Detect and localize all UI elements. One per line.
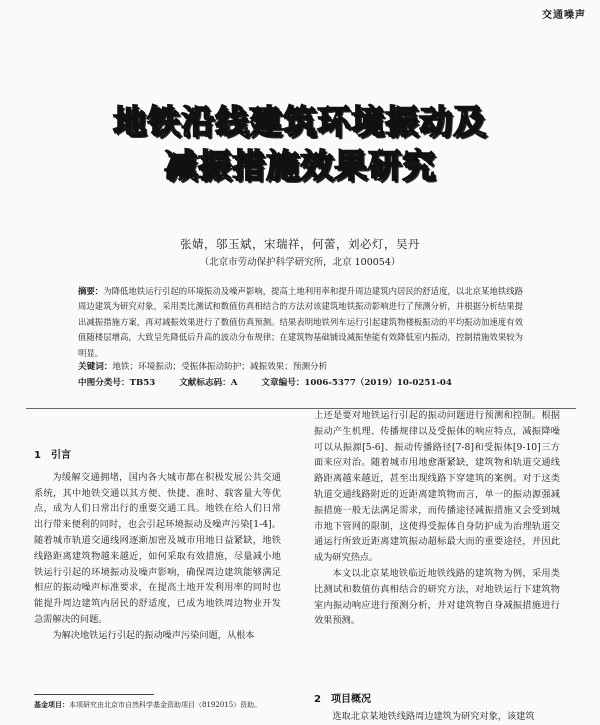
section-heading-project-overview: 2 项目概况 bbox=[314, 694, 371, 705]
intro-paragraph-2: 为解决地铁运行引起的振动噪声污染问题，从根本 bbox=[52, 629, 255, 641]
author-affiliation: （北京市劳动保护科学研究所，北京 100054） bbox=[199, 257, 401, 268]
intro-paragraph-continued: 上还是要对地铁运行引起的振动问题进行预测和控制。根据振动产生机理、传播规律以及受振体的响应特点，减振降噪可以从振源[5-6]、振动传播路径[7-8]和受振体[9-10]三方面来应对治。随着城市用地愈渐紧缺，建筑物和轨道交通线路距离越来越近，甚至出现线路下穿建筑的案例。对于这类轨道交通线路附近的近距离建筑物而言，单一的振动源强减振措施一般无法满足需求，而传播途径减振措施又会受到城市地下管网的限制，这使得受振体自身防护成为治理轨道交通运行所致近距离建筑振动超标最大而的重要途径，并因此成为研究热点。 bbox=[314, 410, 560, 564]
right-column bbox=[314, 408, 560, 629]
clc-number: 中图分类号：TB53 bbox=[78, 378, 156, 388]
abstract bbox=[78, 284, 523, 361]
paper-title-line-2: 减振措施效果研究 bbox=[164, 146, 436, 185]
keywords bbox=[78, 360, 523, 372]
keywords-text: 地铁；环境振动；受振体振动防护；减振效果；预测分析 bbox=[112, 362, 328, 372]
journal-section-label: 交通噪声 bbox=[542, 10, 586, 21]
funding-footnote bbox=[34, 700, 294, 710]
abstract-text: 为降低地铁运行引起的环境振动及噪声影响，提高土地利用率和提升周边建筑内居民的舒适度，以北京某地铁线路周边建筑为研究对象，采用类比测试和数值仿真相结合的方法对该建筑地铁振动影响进行了预测分析，并根据分析结果提出减振措施方案，再对减振效果进行了数值仿真预测。结果表明地铁列车运行引起建筑物楼板振动的平均振动加速度有效值随楼层增高，大致呈先降低后升高的波动分布规律；在建筑物基础铺设减振垫能有效降低室内振动，控制措施效果较为明显。 bbox=[78, 286, 524, 358]
keywords-label: 关键词： bbox=[78, 362, 113, 372]
document-code: 文献标志码：A bbox=[179, 378, 238, 388]
section-heading-intro: 1 引言 bbox=[34, 450, 71, 461]
article-number: 文章编号：1006-5377（2019）10-0251-04 bbox=[261, 378, 452, 388]
left-column bbox=[34, 448, 281, 644]
footnote-rule bbox=[34, 694, 154, 695]
intro-paragraph-3: 本文以北京某地铁临近地铁线路的建筑物为例，采用类比测试和数值仿真相结合的研究方法，对地铁运行下建筑物室内振动响应进行预测分析，并对建筑物自身减振措施进行效果预测。 bbox=[314, 567, 560, 627]
abstract-label: 摘要： bbox=[78, 286, 104, 296]
author-list: 张婧，邬玉斌，宋瑞祥，何蕾，刘必灯，吴丹 bbox=[180, 237, 420, 251]
classification-line bbox=[78, 376, 523, 388]
project-overview-text: 选取北京某地铁线路周边建筑为研究对象，该建筑 bbox=[332, 711, 535, 722]
paper-title-line-1: 地铁沿线建筑环境振动及 bbox=[113, 102, 487, 141]
funding-text: 本项研究由北京市自然科学基金资助项目（8192015）资助。 bbox=[69, 701, 262, 709]
intro-paragraph-1: 为缓解交通拥堵，国内各大城市都在积极发展公共交通系统，其中地铁交通以其方便、快捷、准时、载客量大等优点，成为人们日常出行的重要交通工具。地铁在给人们日常出行带来便利的同时，也会引起环境振动及噪声污染[1-4]。随着城市轨道交通线网逐渐加密及城市用地日益紧缺，地铁线路距离建筑物越来越近，如何采取有效措施，尽量减小地铁运行引起的环境振动及噪声影响，确保周边建筑能够满足相应的振动噪声标准要求，在提高土地开发利用率的同时也能提升周边建筑内居民的舒适度，已成为地铁周边物业开发急需解决的问题。 bbox=[34, 471, 281, 625]
funding-label: 基金项目： bbox=[34, 700, 69, 709]
